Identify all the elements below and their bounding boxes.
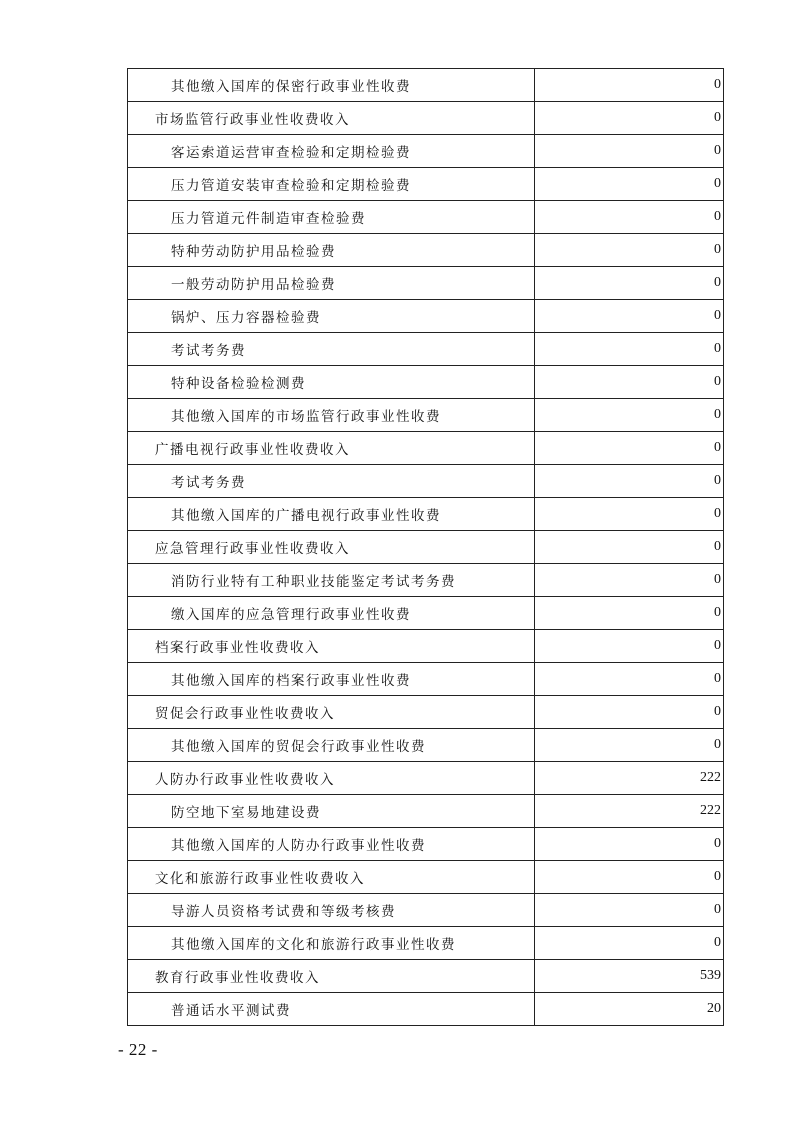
row-item-value: 0 — [535, 135, 724, 168]
row-item-name: 其他缴入国库的档案行政事业性收费 — [128, 663, 535, 696]
table-row — [128, 795, 724, 828]
table-row — [128, 828, 724, 861]
row-item-value: 0 — [535, 564, 724, 597]
row-item-name: 贸促会行政事业性收费收入 — [128, 696, 535, 729]
row-item-name: 广播电视行政事业性收费收入 — [128, 432, 535, 465]
row-item-name: 导游人员资格考试费和等级考核费 — [128, 894, 535, 927]
table-row — [128, 564, 724, 597]
table-row — [128, 69, 724, 102]
table-row — [128, 465, 724, 498]
row-item-name: 锅炉、压力容器检验费 — [128, 300, 535, 333]
row-item-value: 0 — [535, 102, 724, 135]
row-item-value: 0 — [535, 861, 724, 894]
row-item-value: 0 — [535, 597, 724, 630]
row-item-name: 压力管道安装审查检验和定期检验费 — [128, 168, 535, 201]
row-item-value: 0 — [535, 630, 724, 663]
row-item-value: 0 — [535, 366, 724, 399]
row-item-value: 0 — [535, 201, 724, 234]
row-item-value: 222 — [535, 762, 724, 795]
table-row — [128, 333, 724, 366]
row-item-value: 539 — [535, 960, 724, 993]
table-row — [128, 762, 724, 795]
row-item-value: 0 — [535, 267, 724, 300]
row-item-value: 0 — [535, 432, 724, 465]
row-item-value: 0 — [535, 927, 724, 960]
table-row — [128, 927, 724, 960]
row-item-value: 0 — [535, 465, 724, 498]
page-number: - 22 - — [118, 1040, 158, 1059]
row-item-name: 一般劳动防护用品检验费 — [128, 267, 535, 300]
row-item-name: 其他缴入国库的保密行政事业性收费 — [128, 69, 535, 102]
row-item-value: 0 — [535, 894, 724, 927]
table-row — [128, 729, 724, 762]
row-item-name: 教育行政事业性收费收入 — [128, 960, 535, 993]
row-item-name: 档案行政事业性收费收入 — [128, 630, 535, 663]
row-item-name: 其他缴入国库的文化和旅游行政事业性收费 — [128, 927, 535, 960]
table-row — [128, 135, 724, 168]
table-row — [128, 894, 724, 927]
table-row — [128, 993, 724, 1026]
table-row — [128, 696, 724, 729]
table-row — [128, 234, 724, 267]
row-item-name: 缴入国库的应急管理行政事业性收费 — [128, 597, 535, 630]
table-row — [128, 201, 724, 234]
row-item-value: 0 — [535, 498, 724, 531]
table-row — [128, 300, 724, 333]
table-row — [128, 663, 724, 696]
row-item-value: 0 — [535, 399, 724, 432]
row-item-name: 市场监管行政事业性收费收入 — [128, 102, 535, 135]
table-row — [128, 366, 724, 399]
table-row — [128, 630, 724, 663]
row-item-value: 0 — [535, 531, 724, 564]
row-item-value: 0 — [535, 69, 724, 102]
table-row — [128, 597, 724, 630]
row-item-name: 考试考务费 — [128, 465, 535, 498]
row-item-name: 特种劳动防护用品检验费 — [128, 234, 535, 267]
row-item-value: 0 — [535, 333, 724, 366]
table-row — [128, 102, 724, 135]
table-row — [128, 861, 724, 894]
table-row — [128, 267, 724, 300]
row-item-value: 20 — [535, 993, 724, 1026]
row-item-value: 0 — [535, 663, 724, 696]
row-item-value: 0 — [535, 168, 724, 201]
row-item-name: 其他缴入国库的人防办行政事业性收费 — [128, 828, 535, 861]
row-item-name: 其他缴入国库的广播电视行政事业性收费 — [128, 498, 535, 531]
row-item-name: 消防行业特有工种职业技能鉴定考试考务费 — [128, 564, 535, 597]
row-item-name: 人防办行政事业性收费收入 — [128, 762, 535, 795]
row-item-name: 客运索道运营审查检验和定期检验费 — [128, 135, 535, 168]
row-item-name: 应急管理行政事业性收费收入 — [128, 531, 535, 564]
row-item-name: 文化和旅游行政事业性收费收入 — [128, 861, 535, 894]
table-row — [128, 531, 724, 564]
fee-table-container — [127, 68, 721, 1026]
row-item-name: 其他缴入国库的贸促会行政事业性收费 — [128, 729, 535, 762]
row-item-name: 普通话水平测试费 — [128, 993, 535, 1026]
row-item-name: 其他缴入国库的市场监管行政事业性收费 — [128, 399, 535, 432]
row-item-value: 0 — [535, 696, 724, 729]
row-item-name: 压力管道元件制造审查检验费 — [128, 201, 535, 234]
fee-table — [127, 68, 724, 1026]
table-row — [128, 960, 724, 993]
row-item-value: 0 — [535, 300, 724, 333]
row-item-value: 0 — [535, 234, 724, 267]
row-item-value: 222 — [535, 795, 724, 828]
row-item-name: 考试考务费 — [128, 333, 535, 366]
row-item-name: 特种设备检验检测费 — [128, 366, 535, 399]
row-item-value: 0 — [535, 729, 724, 762]
table-row — [128, 399, 724, 432]
table-row — [128, 168, 724, 201]
row-item-name: 防空地下室易地建设费 — [128, 795, 535, 828]
table-row — [128, 498, 724, 531]
row-item-value: 0 — [535, 828, 724, 861]
fee-table-body — [128, 69, 724, 1026]
table-row — [128, 432, 724, 465]
